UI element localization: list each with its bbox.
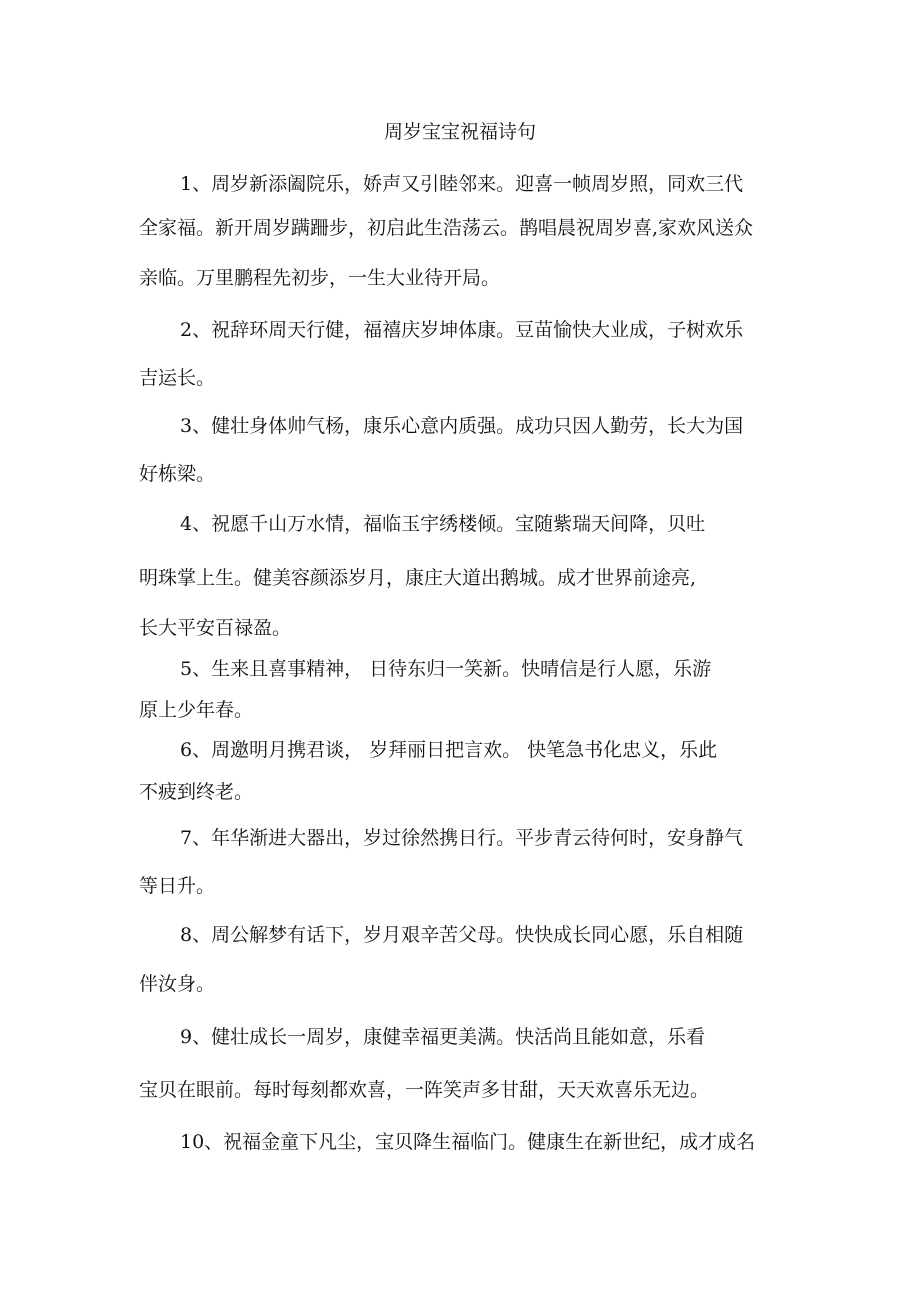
poem-4-line-3: 长大平安百禄盈。 <box>139 617 292 639</box>
poem-4-line-2: 明珠掌上生。健美容颜添岁月，康庄大道出鹅城。成才世界前途亮, <box>139 567 697 589</box>
poem-5-line-2: 原上少年春。 <box>139 699 254 721</box>
poem-4-line-1: 4、祝愿千山万水情，福临玉宇绣楼倾。宝随紫瑞天间降，贝吐 <box>180 513 706 535</box>
poem-3-line-2: 好栋梁。 <box>139 463 216 485</box>
poem-7-line-1: 7、年华渐进大器出，岁过徐然携日行。平步青云待何时，安身静气 <box>180 827 744 849</box>
poem-3-line-1: 3、健壮身体帅气杨，康乐心意内质强。成功只因人勤劳，长大为国 <box>180 415 744 437</box>
poem-7-line-2: 等日升。 <box>139 875 216 897</box>
poem-2-line-2: 吉运长。 <box>139 367 216 389</box>
poem-6-line-1: 6、周邀明月携君谈， 岁拜丽日把言欢。 快笔急书化忠义，乐此 <box>180 739 718 761</box>
poem-9-line-1: 9、健壮成长一周岁，康健幸福更美满。快活尚且能如意，乐看 <box>180 1026 706 1048</box>
poem-9-line-2: 宝贝在眼前。每时每刻都欢喜，一阵笑声多甘甜，天天欢喜乐无边。 <box>139 1079 710 1101</box>
poem-5-line-1: 5、生来且喜事精神， 日待东归一笑新。快晴信是行人愿，乐游 <box>180 658 712 680</box>
poem-8-line-1: 8、周公解梦有话下，岁月艰辛苦父母。快快成长同心愿，乐自相随 <box>180 924 744 946</box>
poem-2-line-1: 2、祝辞环周天行健，福禧庆岁坤体康。豆苗愉快大业成，子树欢乐 <box>180 319 744 341</box>
poem-8-line-2: 伴汝身。 <box>139 973 216 995</box>
document-title: 周岁宝宝祝福诗句 <box>383 121 536 143</box>
poem-10-line-1: 10、祝福金童下凡尘，宝贝降生福临门。健康生在新世纪，成才成名 <box>180 1131 756 1153</box>
poem-1-line-2: 全家福。新开周岁蹒跚步，初启此生浩荡云。鹊唱晨祝周岁喜,家欢风送众 <box>139 217 754 239</box>
poem-6-line-2: 不疲到终老。 <box>139 781 254 803</box>
poem-1-line-3: 亲临。万里鹏程先初步，一生大业待开局。 <box>139 267 501 289</box>
poem-1-line-1: 1、周岁新添阖院乐，娇声又引睦邻来。迎喜一帧周岁照，同欢三代 <box>180 173 744 195</box>
